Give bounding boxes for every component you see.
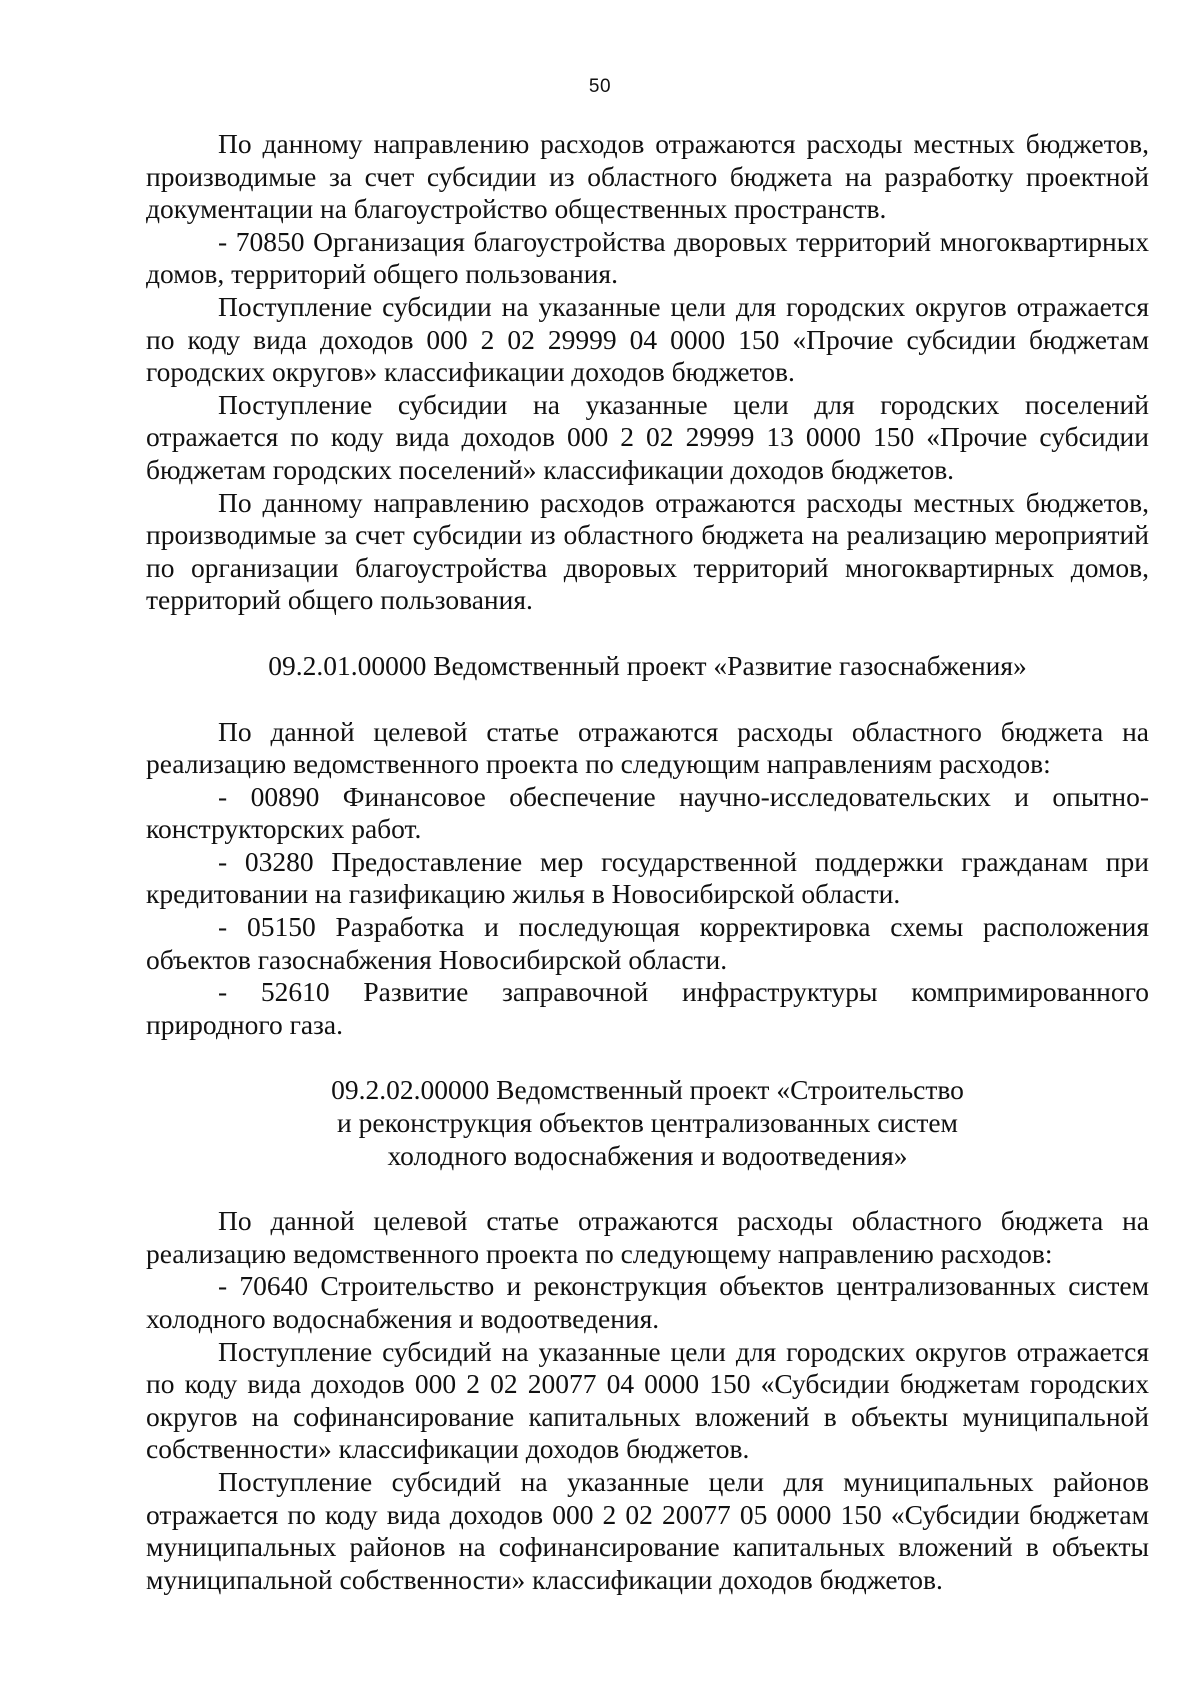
paragraph: По данной целевой статье отражаются расходы областного бюджета на реализацию ведомственного проекта по следующему направлению расходов:: [146, 1205, 1149, 1269]
paragraph: По данному направлению расходов отражаются расходы местных бюджетов, производимые за счет субсидии из областного бюджета на разработку проектной документации на благоустройство общественных пространств.: [146, 128, 1149, 225]
heading-line: и реконструкция объектов централизованных систем: [337, 1107, 958, 1139]
heading-line: холодного водоснабжения и водоотведения»: [387, 1139, 908, 1171]
expense-item: - 70640 Строительство и реконструкция объектов централизованных систем холодного водоснабжения и водоотведения.: [146, 1270, 1149, 1334]
paragraph: По данному направлению расходов отражаются расходы местных бюджетов, производимые за счет субсидии из областного бюджета на реализацию мероприятий по организации благоустройства дворовых территорий многоквартирных домов, территорий общего пользования.: [146, 486, 1149, 616]
section-heading-gas-supply: 09.2.01.00000 Ведомственный проект «Развитие газоснабжения»: [268, 649, 1027, 681]
paragraph: Поступление субсидии на указанные цели для городских округов отражается по коду вида доходов 000 2 02 29999 04 0000 150 «Прочие субсидии бюджетам городских округов» классификации доходов бюджетов.: [146, 290, 1149, 388]
heading-line: 09.2.02.00000 Ведомственный проект «Строительство: [331, 1074, 964, 1106]
expense-item: - 03280 Предоставление мер государственной поддержки гражданам при кредитовании на газификацию жилья в Новосибирской области.: [146, 845, 1149, 910]
expense-item: - 70850 Организация благоустройства дворовых территорий многоквартирных домов, территорий общего пользования.: [146, 225, 1149, 290]
document-body: [146, 128, 1149, 1596]
paragraph: Поступление субсидий на указанные цели для городских округов отражается по коду вида доходов 000 2 02 20077 04 0000 150 «Субсидии бюджетам городских округов на софинансирование капитальных вложений в объекты муниципальной собственности» классификации доходов бюджетов.: [146, 1335, 1149, 1465]
expense-item: - 00890 Финансовое обеспечение научно-исследовательских и опытно-конструкторских работ.: [146, 780, 1149, 845]
page-number: 50: [588, 76, 612, 97]
paragraph: Поступление субсидии на указанные цели для городских поселений отражается по коду вида доходов 000 2 02 29999 13 0000 150 «Прочие субсидии бюджетам городских поселений» классификации доходов бюджетов.: [146, 388, 1149, 485]
expense-item: - 05150 Разработка и последующая корректировка схемы расположения объектов газоснабжения Новосибирской области.: [146, 911, 1149, 975]
section-heading-water-supply: [146, 1074, 1149, 1172]
expense-item: - 52610 Развитие заправочной инфраструктуры компримированного природного газа.: [146, 976, 1149, 1040]
paragraph: Поступление субсидий на указанные цели для муниципальных районов отражается по коду вида доходов 000 2 02 20077 05 0000 150 «Субсидии бюджетам муниципальных районов на софинансирование капитальных вложений в объекты муниципальной собственности» классификации доходов бюджетов.: [146, 1465, 1149, 1595]
paragraph: По данной целевой статье отражаются расходы областного бюджета на реализацию ведомственного проекта по следующим направлениям расходов:: [146, 715, 1149, 780]
